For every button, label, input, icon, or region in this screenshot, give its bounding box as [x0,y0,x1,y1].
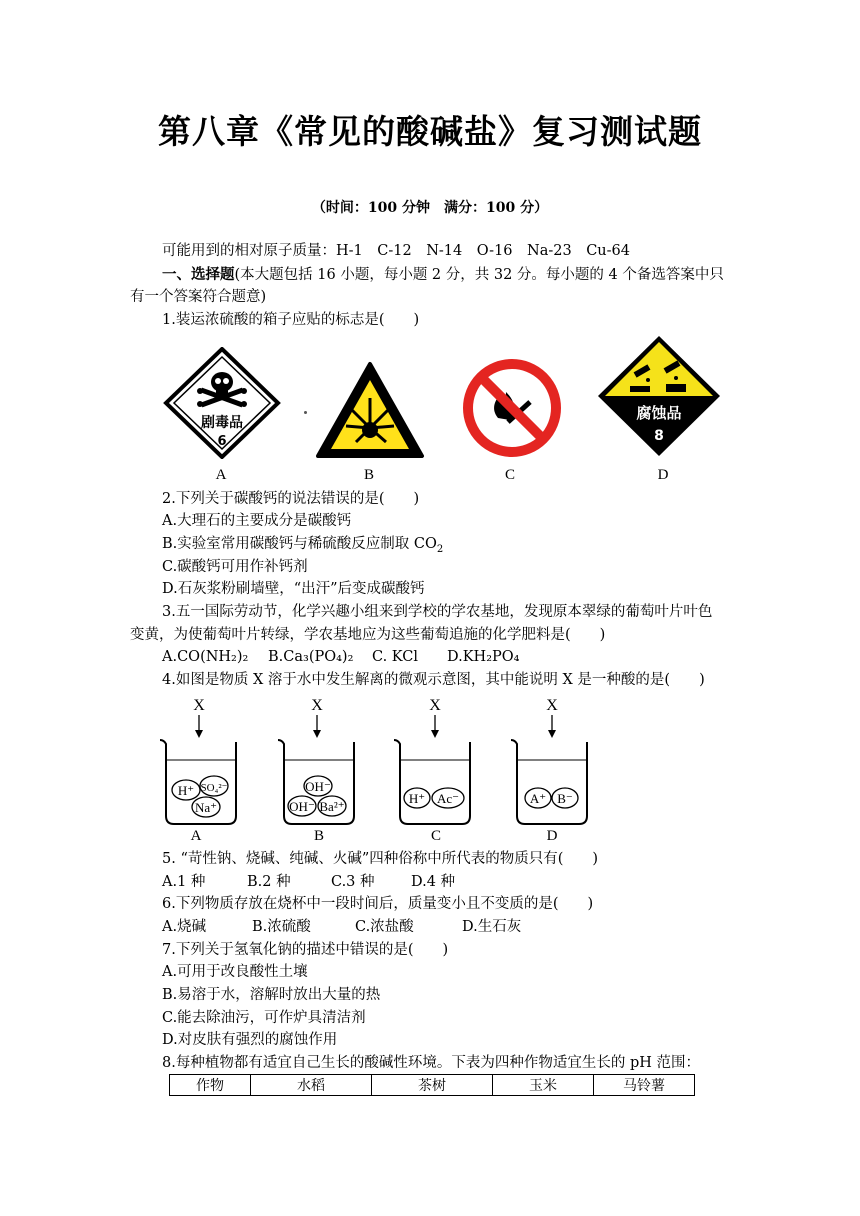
beaker-d-diagram [509,694,593,826]
ion-a-3: Na⁺ [194,800,218,815]
q5-option-d: D.4 种 [411,874,456,890]
q7-stem: 7.下列关于氢氧化钠的描述中错误的是( ) [162,942,449,958]
ion-a-1: H⁺ [177,783,195,798]
atomic-masses: 可能用到的相对原子质量：H-1 C-12 N-14 O-16 Na-23 Cu-64 [162,243,630,259]
ion-b-2: OH⁻ [289,799,315,814]
stray-dot [304,411,307,414]
beaker-b-diagram [276,694,360,826]
explosive-sign-icon [314,360,426,462]
table-header-cell: 马铃薯 [594,1075,695,1096]
q3-option-c: C. KCl [372,649,418,665]
q2-option-c: C.碳酸钙可用作补钙剂 [162,559,308,575]
ph-table [169,1074,695,1096]
sign-d-text: 腐蚀品 [636,404,682,422]
beaker-b-x: X [311,697,323,714]
q5-option-c: C.3 种 [331,874,375,890]
q4-label-b: B [313,828,324,844]
sign-a-number: 6 [217,434,227,449]
q5-option-a: A.1 种 [162,874,206,890]
q6-stem: 6.下列物质存放在烧杯中一段时间后，质量变小且不变质的是( ) [162,896,594,912]
q1-label-c: C [504,467,515,483]
ion-c-2: Ac⁻ [436,791,460,806]
q1-label-a: A [215,467,227,483]
q1-stem: 1.装运浓硫酸的箱子应贴的标志是( ) [162,312,420,328]
q2-option-a: A.大理石的主要成分是碳酸钙 [162,513,352,529]
sign-d-number: 8 [654,428,664,444]
q7-option-c: C.能去除油污，可作炉具清洁剂 [162,1010,366,1026]
q8-stem: 8.每种植物都有适宜自己生长的酸碱性环境。下表为四种作物适宜生长的 pH 范围： [162,1055,700,1071]
ion-c-1: H⁺ [408,791,426,806]
exam-meta: （时间：100 分钟 满分：100 分） [311,200,549,216]
q4-label-c: C [430,828,441,844]
table-header-cell: 茶树 [372,1075,493,1096]
table-header-cell: 玉米 [493,1075,594,1096]
table-header-cell: 水稻 [251,1075,372,1096]
q3-stem-1: 3.五一国际劳动节，化学兴趣小组来到学校的学农基地，发现原本翠绿的葡萄叶片叶色 [162,604,713,620]
no-fire-sign-icon [460,356,564,460]
q4-label-a: A [190,828,202,844]
q7-option-d: D.对皮肤有强烈的腐蚀作用 [162,1032,338,1048]
q3-option-d: D.KH₂PO₄ [447,649,520,665]
q6-option-b: B.浓硫酸 [252,919,311,935]
ion-b-3: Ba²⁺ [319,799,345,814]
q5-stem: 5. “苛性钠、烧碱、纯碱、火碱”四种俗称中所代表的物质只有( ) [162,851,599,867]
q5-option-b: B.2 种 [247,874,291,890]
ion-b-1: OH⁻ [305,779,331,794]
beaker-a-diagram [158,694,242,826]
q7-option-b: B.易溶于水，溶解时放出大量的热 [162,987,381,1003]
beaker-d-x: X [546,697,558,714]
beaker-a-x: X [193,697,205,714]
q3-option-a: A.CO(NH₂)₂ [162,649,249,665]
q1-label-d: D [657,467,669,483]
q7-option-a: A.可用于改良酸性土壤 [162,964,308,980]
table-header-cell: 作物 [170,1075,251,1096]
q2-option-b-sub: 2 [436,543,444,555]
q6-option-a: A.烧碱 [162,919,207,935]
beaker-c-x: X [429,697,441,714]
section1-heading: 一、选择题 [162,266,235,283]
q3-stem-2: 变黄，为使葡萄叶片转绿，学农基地应为这些葡萄追施的化学肥料是( ) [130,627,606,643]
beaker-c-diagram [392,694,476,826]
ion-d-1: A⁺ [529,791,547,806]
q6-option-c: C.浓盐酸 [355,919,414,935]
section1-desc-cont: 有一个答案符合题意) [130,289,267,305]
q4-label-d: D [546,828,558,844]
q2-option-b-text: B.实验室常用碳酸钙与稀硫酸反应制取 CO [162,536,437,552]
table-row [170,1075,695,1096]
q4-stem: 4.如图是物质 X 溶于水中发生解离的微观示意图，其中能说明 X 是一种酸的是( ) [162,672,705,688]
ion-d-2: B⁻ [557,791,573,806]
corrosive-sign-icon [596,334,722,458]
q2-option-d: D.石灰浆粉刷墙壁，“出汗”后变成碳酸钙 [162,581,425,597]
ion-a-2: SO₄²⁻ [200,782,228,794]
q1-label-b: B [363,467,374,483]
q3-option-b: B.Ca₃(PO₄)₂ [268,649,354,665]
poison-sign-icon [162,347,282,459]
section1-desc: (本大题包括 16 小题，每小题 2 分，共 32 分。每小题的 4 个备选答案中只 [234,267,724,283]
section1-intro [162,263,724,287]
q2-stem: 2.下列关于碳酸钙的说法错误的是( ) [162,491,420,507]
q6-option-d: D.生石灰 [462,919,522,935]
page-title: 第八章《常见的酸碱盐》复习测试题 [158,112,702,151]
sign-a-text: 剧毒品 [201,415,243,431]
